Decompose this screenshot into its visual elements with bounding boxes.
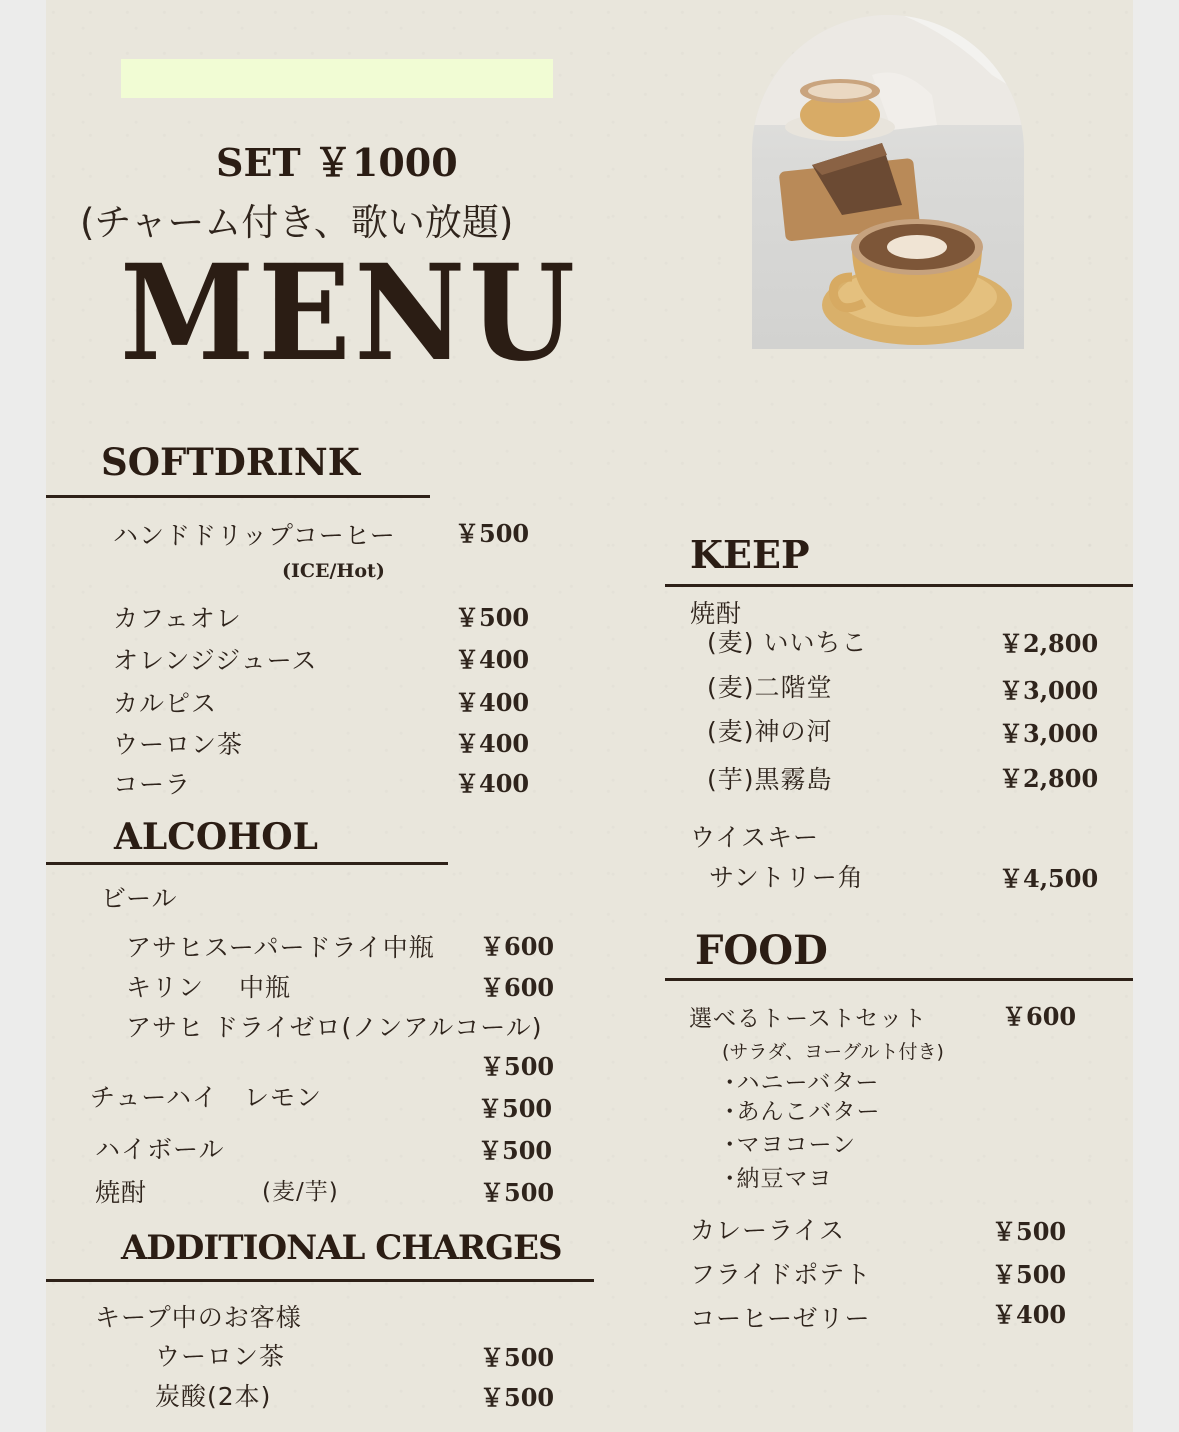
menu-item-price: ￥500 xyxy=(478,1136,553,1165)
menu-item-price: ￥2,800 xyxy=(999,629,1099,658)
page-title: MENU xyxy=(120,236,579,391)
menu-option: ･ハニーバター xyxy=(724,1070,880,1096)
menu-item-name: ハイボール xyxy=(95,1135,225,1164)
menu-item-price: ￥400 xyxy=(455,729,530,758)
keep-divider xyxy=(665,584,1133,587)
menu-item-price: ￥600 xyxy=(480,973,555,1002)
menu-item-name: 炭酸(2本) xyxy=(155,1382,272,1411)
menu-item-name: ビール xyxy=(101,884,178,913)
menu-item-name: チューハイ レモン xyxy=(90,1083,323,1112)
food-divider xyxy=(665,978,1133,981)
softdrink-divider xyxy=(46,495,430,498)
menu-item-name: (麦)二階堂 xyxy=(707,673,833,702)
menu-item-price: ￥500 xyxy=(480,1052,555,1081)
coffee-photo xyxy=(752,15,1024,349)
menu-item-name: コーラ xyxy=(113,770,192,799)
menu-item-price: ￥400 xyxy=(455,688,530,717)
section-heading-softdrink: SOFTDRINK xyxy=(101,440,360,484)
menu-item-price: ￥3,000 xyxy=(999,719,1099,748)
menu-item-name: カフェオレ xyxy=(113,604,242,633)
menu-item-price: ￥2,800 xyxy=(999,764,1099,793)
menu-item-name: キープ中のお客様 xyxy=(95,1303,302,1332)
menu-item-price: ￥500 xyxy=(992,1217,1067,1246)
alcohol-divider xyxy=(46,862,448,865)
menu-item-name: コーヒーゼリー xyxy=(690,1304,871,1333)
set-price-note: (チャーム付き、歌い放題) xyxy=(80,201,514,244)
menu-item-name: (芋)黒霧島 xyxy=(707,765,833,794)
menu-item-name: サントリー角 xyxy=(709,863,864,892)
menu-item-name: アサヒ ドライゼロ(ノンアルコール) xyxy=(126,1013,543,1042)
menu-item-name: オレンジジュース xyxy=(113,646,318,675)
menu-option: ･納豆マヨ xyxy=(724,1166,833,1192)
menu-option: ･マヨコーン xyxy=(724,1132,857,1158)
menu-item-price: ￥600 xyxy=(480,932,555,961)
menu-item-name: アサヒスーパードライ中瓶 xyxy=(126,933,435,962)
menu-item-price: ￥400 xyxy=(992,1300,1067,1329)
menu-item-price: ￥500 xyxy=(478,1094,553,1123)
menu-item-note: (麦/芋) xyxy=(262,1179,339,1205)
menu-item-name: ウーロン茶 xyxy=(113,730,244,759)
menu-item-name: 焼酎 xyxy=(690,599,743,628)
menu-item-name: (麦)神の河 xyxy=(707,717,833,746)
menu-item-name: キリン 中瓶 xyxy=(126,973,291,1002)
menu-item-name: ハンドドリップコーヒー xyxy=(113,521,396,550)
section-heading-alcohol: ALCOHOL xyxy=(114,816,318,858)
additional-divider xyxy=(46,1279,594,1282)
menu-item-price: ￥500 xyxy=(455,603,530,632)
menu-item-name: カレーライス xyxy=(690,1216,846,1245)
menu-option: ･あんこバター xyxy=(724,1099,881,1125)
menu-item-name: (麦) いいちこ xyxy=(707,628,868,657)
menu-item-price: ￥600 xyxy=(1002,1002,1077,1031)
menu-item-price: ￥500 xyxy=(480,1383,555,1412)
menu-item-note: (ICE/Hot) xyxy=(282,560,385,582)
menu-item-note: (サラダ、ヨーグルト付き) xyxy=(722,1041,944,1063)
menu-item-price: ￥500 xyxy=(455,519,530,548)
menu-item-price: ￥500 xyxy=(992,1260,1067,1289)
section-heading-additional: ADDITIONAL CHARGES xyxy=(121,1228,562,1268)
menu-item-price: ￥500 xyxy=(480,1178,555,1207)
highlight-bar xyxy=(121,59,553,98)
menu-item-price: ￥400 xyxy=(455,645,530,674)
menu-item-name: カルピス xyxy=(113,689,218,718)
menu-item-price: ￥400 xyxy=(455,769,530,798)
menu-item-price: ￥500 xyxy=(480,1343,555,1372)
set-price-line: SET ￥1000 xyxy=(216,140,458,185)
menu-item-name: ウイスキー xyxy=(690,823,820,852)
section-heading-food: FOOD xyxy=(695,927,828,974)
menu-item-name: 焼酎 xyxy=(95,1178,148,1207)
menu-item-name: 選べるトーストセット xyxy=(689,1006,928,1032)
menu-item-name: ウーロン茶 xyxy=(155,1342,286,1371)
menu-item-price: ￥3,000 xyxy=(999,676,1099,705)
menu-item-name: フライドポテト xyxy=(690,1260,872,1289)
menu-item-price: ￥4,500 xyxy=(999,864,1099,893)
section-heading-keep: KEEP xyxy=(690,532,810,577)
